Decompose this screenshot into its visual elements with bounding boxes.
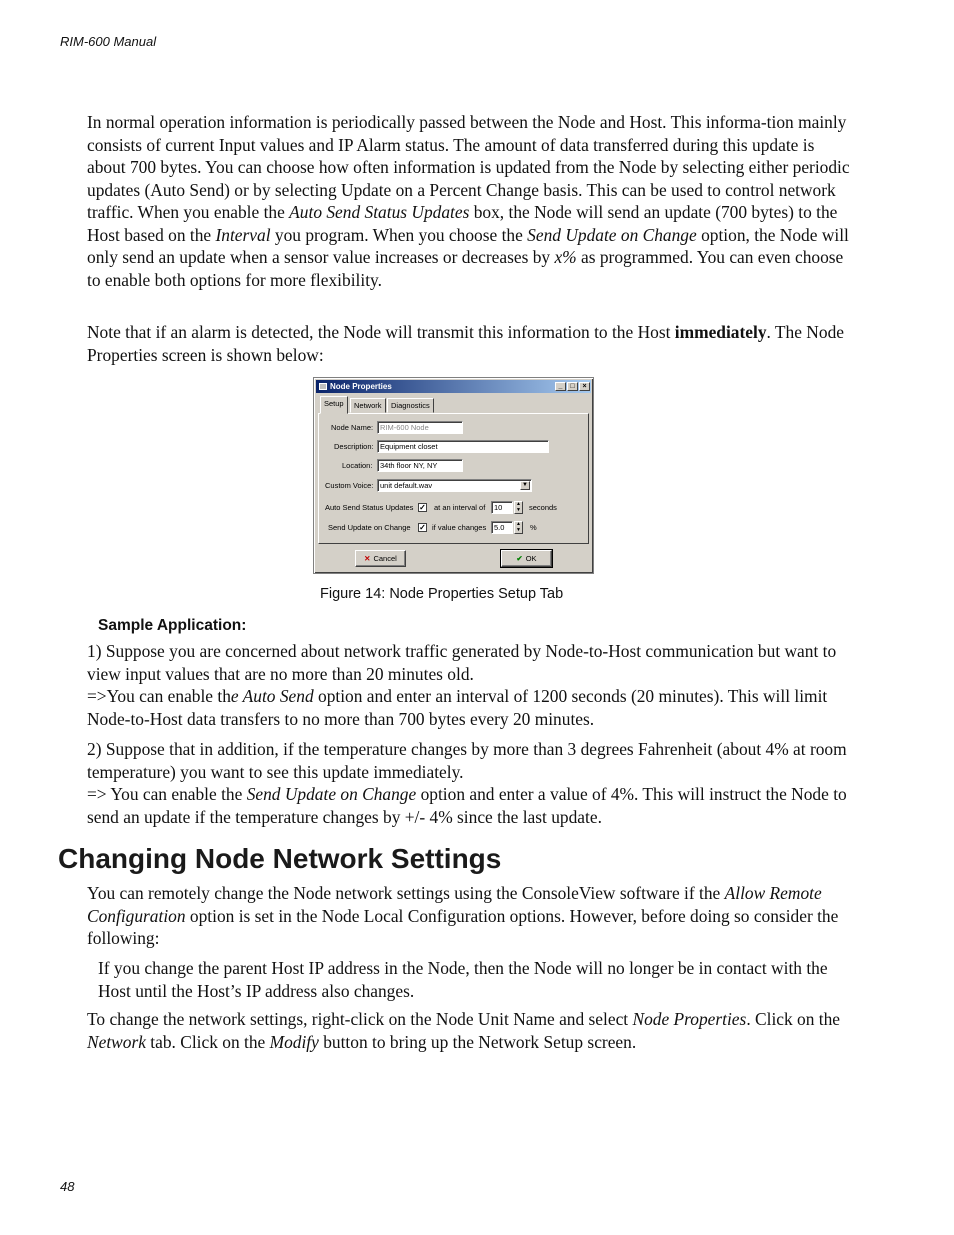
send-update-label: Send Update on Change	[328, 523, 411, 532]
intro-paragraph-2: Note that if an alarm is detected, the Node will transmit this information to the Host immediately. The Node Properties screen is shown below:	[87, 322, 844, 365]
sample-application-heading: Sample Application:	[98, 617, 247, 634]
custom-voice-value: unit default.wav	[380, 481, 433, 490]
page-number: 48	[60, 1179, 75, 1194]
section-paragraph-3: To change the network settings, right-click on the Node Unit Name and select Node Properties. Click on the Network tab. Click on the Modify button to bring up the Network Setup screen.	[87, 1009, 841, 1052]
interval-unit: seconds	[529, 503, 557, 512]
window-icon	[319, 383, 327, 390]
maximize-icon[interactable]: □	[567, 382, 578, 391]
setup-panel	[318, 413, 589, 544]
section-paragraph-2: If you change the parent Host IP address in the Node, then the Node will no longer be in contact with the Host until the Host’s IP address also changes.	[98, 958, 828, 1001]
node-properties-dialog	[313, 377, 594, 574]
node-name-label: Node Name:	[331, 423, 374, 432]
change-spinner[interactable]: ▲ ▼	[514, 521, 523, 534]
sample-paragraph-1: 1) Suppose you are concerned about network traffic generated by Node-to-Host communication but want to view input values that are no more than 20 minutes old. =>You can enable the Auto Send option and enter an interval of 1200 seconds (20 minutes). This will limit Node-to-Host data transfers to no more than 700 bytes every 20 minutes.	[87, 641, 837, 729]
location-label: Location:	[342, 461, 373, 470]
interval-field[interactable]: 10	[491, 501, 513, 514]
custom-voice-select[interactable]	[377, 479, 532, 492]
check-icon: ✔	[516, 554, 523, 563]
tab-setup[interactable]: Setup	[320, 396, 348, 414]
send-update-checkbox[interactable]: ✓	[419, 523, 426, 532]
change-unit: %	[530, 523, 537, 532]
description-field[interactable]: Equipment closet	[377, 440, 549, 453]
description-label: Description:	[334, 442, 374, 451]
ok-button[interactable]: ✔ OK	[501, 550, 552, 567]
location-field[interactable]: 34th floor NY, NY	[377, 459, 463, 472]
tab-network[interactable]: Network	[350, 398, 386, 413]
cancel-button[interactable]: ✕ Cancel	[355, 550, 406, 567]
chevron-down-icon[interactable]: ▼	[520, 481, 530, 490]
dialog-titlebar	[316, 380, 591, 393]
sample-paragraph-2: 2) Suppose that in addition, if the temperature changes by more than 3 degrees Fahrenheit (about 4% at room temperature) you want to see this update immediately. => You can enable the Send Update on Change option and enter a value of 4%. This will instruct the Node to send an update if the temperature changes by +/- 4% since the last update.	[87, 739, 847, 827]
intro-paragraph-1: In normal operation information is periodically passed between the Node and Host. This informa-tion mainly consists of current Input values and IP Alarm status. The amount of data transferred during this update is about 700 bytes. You can choose how often information is updated from the Node by selecting either periodic updates (Auto Send) or by selecting Update on a Percent Change basis. This can be used to control network traffic. When you enable the Auto Send Status Updates box, the Node will send an update (700 bytes) to the Host based on the Interval you program. When you choose the Send Update on Change option, the Node will only send an update when a sensor value increases or decreases by x% as programmed. You can even choose to enable both options for more flexibility.	[87, 112, 850, 290]
close-icon[interactable]: ×	[579, 382, 590, 391]
interval-spinner[interactable]: ▲ ▼	[514, 501, 523, 514]
tab-diagnostics[interactable]: Diagnostics	[387, 398, 434, 413]
figure-caption: Figure 14: Node Properties Setup Tab	[320, 586, 564, 602]
minimize-icon[interactable]: _	[555, 382, 566, 391]
dialog-title: Node Properties	[330, 382, 392, 391]
auto-send-checkbox[interactable]: ✓	[419, 503, 426, 512]
custom-voice-label: Custom Voice:	[325, 481, 374, 490]
running-header: RIM-600 Manual	[60, 34, 157, 49]
change-label: if value changes	[432, 523, 487, 532]
change-field[interactable]: 5.0	[491, 521, 513, 534]
interval-label: at an interval of	[434, 503, 486, 512]
node-name-field[interactable]: RIM-600 Node	[377, 421, 463, 434]
cancel-x-icon: ✕	[364, 554, 371, 563]
section-heading: Changing Node Network Settings	[58, 843, 502, 874]
section-paragraph-1: You can remotely change the Node network settings using the ConsoleView software if the Allow Remote Configuration option is set in the Node Local Configuration options. However, before doing so consider the following:	[87, 883, 839, 948]
auto-send-label: Auto Send Status Updates	[325, 503, 414, 512]
